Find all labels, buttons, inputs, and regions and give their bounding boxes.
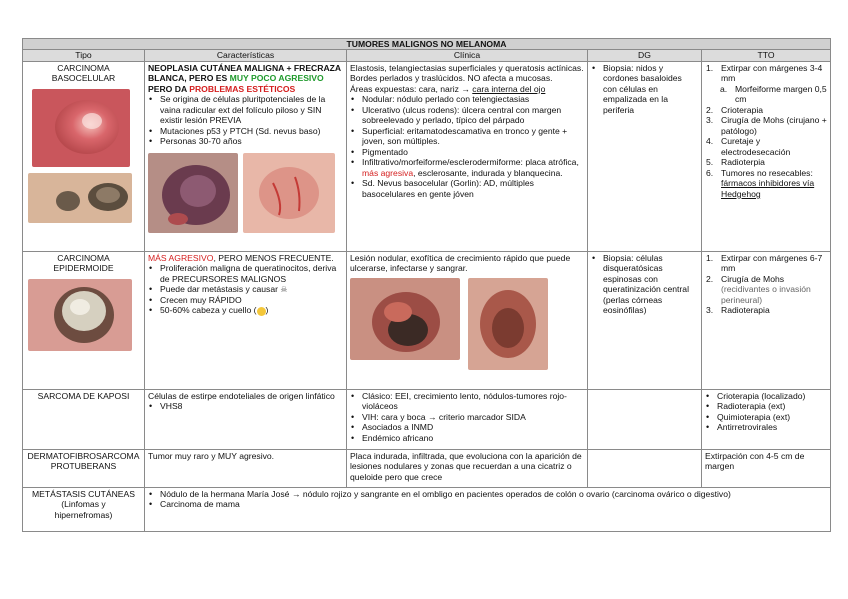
tipo-label: CARCINOMA <box>57 62 110 73</box>
list-item: 1. Extirpar con márgenes 6-7 mm <box>706 252 823 274</box>
bcc-intro <box>148 63 343 94</box>
kaposi-tto-list <box>705 391 827 433</box>
clinica-cell: Placa indurada, infiltrada, que evoluciona con la aparición de lesiones nodulares y zonas que recuerdan a una cicatriz o queloide pero que crece <box>347 449 588 487</box>
list-item: • Se origina de células pluritpotenciales de la vaina radicular ext del folículo piloso y SIN existir lesión PREVIA <box>160 94 343 125</box>
list-item: • Pigmentado <box>362 147 584 157</box>
list-item <box>721 84 827 105</box>
list-item: • Endémico africano <box>362 433 584 443</box>
bcc-car-list <box>148 94 343 146</box>
list-item: • Antirretrovirales <box>717 422 827 432</box>
tumors-table <box>22 38 831 532</box>
row-epidermoide <box>23 251 831 389</box>
bcc-intro-red: PROBLEMAS ESTÉTICOS <box>189 83 296 94</box>
tipo-cell <box>23 449 145 487</box>
list-item: • Crecen muy RÁPIDO <box>160 295 343 305</box>
metastasis-content-cell <box>145 487 831 531</box>
bcc-dg-list <box>591 63 698 115</box>
list-item: • Ulcerativo (ulcus rodens): úlcera central con margen sobreelevado y perlado, típico del párpado <box>362 105 584 126</box>
tipo-cell <box>23 487 145 531</box>
tipo-label: EPIDERMOIDE <box>53 263 114 274</box>
skull-icon: ☠ <box>280 285 288 295</box>
bcc-clinica-list <box>350 94 584 199</box>
item-note: (recidivantes o invasión perineural) <box>721 284 811 305</box>
scc-intro-red: MÁS AGRESIVO <box>148 252 214 263</box>
metastasis-list <box>148 489 827 510</box>
item-text: Tumores no resecables: <box>721 167 813 178</box>
bcc-clinica-p2 <box>350 84 584 94</box>
scc-tto-list <box>705 253 827 316</box>
bcc-intro-green: MUY POCO AGRESIVO <box>229 73 324 84</box>
tipo-label: hipernefromas) <box>54 509 113 520</box>
dg-cell <box>588 251 702 389</box>
scc-nodular-image <box>350 278 460 360</box>
list-item: • Clásico: EEI, crecimiento lento, nódulos-tumores rojo-violáceos <box>362 391 584 412</box>
item-text-underline: fármacos inhibidores vía Hedgehog <box>721 178 815 199</box>
row-metastasis <box>23 487 831 531</box>
list-item <box>362 157 584 178</box>
dg-cell <box>588 61 702 251</box>
bcc-infil-red: más agresiva <box>362 167 414 178</box>
list-item: • Crioterapia (localizado) <box>717 391 827 401</box>
list-item: • VIH: cara y boca → criterio marcador SIDA <box>362 412 584 422</box>
list-item <box>706 157 827 168</box>
item-text: Morfeiforme margen 0,5 cm <box>735 83 827 105</box>
bcc-lesion-image <box>32 89 130 167</box>
tipo-label: DERMATOFIBROSARCOMA <box>27 450 140 461</box>
list-item: 2. Cirugía de Mohs (recidivantes o invasión perineural) <box>706 273 811 305</box>
item-text: Curetaje y electrodesecación <box>721 136 791 157</box>
list-item: • Nodular: nódulo perlado con telengiectasias <box>362 94 584 104</box>
list-item: • Sd. Nevus basocelular (Gorlin): AD, múltiples basocelulares en gente jóven <box>362 178 584 199</box>
tto-cell <box>702 389 831 449</box>
item-text: Radioterpia <box>721 157 765 168</box>
bcc-tto-list <box>705 63 827 199</box>
row-kaposi <box>23 389 831 449</box>
list-item <box>160 284 343 294</box>
list-item <box>706 136 827 157</box>
caracteristicas-cell <box>145 389 347 449</box>
bcc-intro-text-2: PERO DA <box>148 83 190 94</box>
item-number: 1. <box>706 62 714 73</box>
list-item <box>706 104 827 115</box>
bcc-ulcerative-image <box>243 153 335 233</box>
bcc-infil-text-2: , esclerosante, indurada y blanquecina. <box>413 167 563 178</box>
list-item: • Superficial: eritamatodescamativa en tronco y gente + joven, son múltiples. <box>362 126 584 147</box>
item-text: Extirpar con márgenes 6-7 mm <box>721 252 823 274</box>
item-number: a. <box>720 83 728 94</box>
item-text: Puede dar metástasis y causar <box>160 284 278 295</box>
list-item: • Biopsia: células disqueratósicas espinosas con queratinización central (perlas córneas eosinófilas) <box>603 253 698 316</box>
tipo-cell <box>23 61 145 251</box>
item-number: 3. <box>706 115 714 126</box>
list-item: • Mutaciones p53 y PTCH (Sd. nevus baso) <box>160 126 343 136</box>
tipo-label: BASOCELULAR <box>51 73 116 84</box>
item-number: 4. <box>706 136 714 147</box>
scc-lesion-image <box>28 279 132 351</box>
scc-image-row <box>350 278 584 370</box>
tipo-label: PROTUBERANS <box>50 461 117 472</box>
tipo-label: METÁSTASIS CUTÁNEAS <box>32 488 135 499</box>
scc-ulcerated-image <box>468 278 548 370</box>
list-item: 3. Radioterapia <box>706 305 770 316</box>
dg-cell <box>588 449 702 487</box>
caracteristicas-cell: Tumor muy raro y MUY agresivo. <box>145 449 347 487</box>
clinica-cell <box>347 251 588 389</box>
bcc-intro-text: NEOPLASIA CUTÁNEA MALIGNA + FRECRAZA BLANCA, PERO ES <box>148 62 341 84</box>
header-dg: DG <box>588 50 702 61</box>
scc-dg-list <box>591 253 698 316</box>
clinica-cell <box>347 61 588 251</box>
header-row <box>23 50 831 61</box>
list-item: • Biopsia: nidos y cordones basaloides con células en empalizada en la periferia <box>603 63 698 115</box>
item-number: 2. <box>706 104 714 115</box>
tipo-cell: SARCOMA DE KAPOSI <box>23 389 145 449</box>
scc-clinica: Lesión nodular, exofítica de crecimiento rápido que puede ulcerarse, infectarse y sangrar. <box>350 252 571 274</box>
list-item <box>706 62 827 84</box>
tto-cell: Extirpación con 4-5 cm de margen <box>702 449 831 487</box>
list-item <box>706 115 827 136</box>
bcc-nodular-image <box>148 153 238 233</box>
table-title: TUMORES MALIGNOS NO MELANOMA <box>23 39 831 50</box>
bcc-pigmented-image <box>28 173 132 223</box>
dg-cell <box>588 389 702 449</box>
list-item: • Personas 30-70 años <box>160 136 343 146</box>
item-number: 5. <box>706 157 714 168</box>
scc-intro <box>148 253 343 263</box>
item-text: 50-60% cabeza y cuello ( <box>160 305 257 316</box>
list-item: 6. Tumores no resecables: fármacos inhibidores vía Hedgehog <box>706 167 815 199</box>
item-text: Radioterapia <box>721 305 770 316</box>
tipo-cell <box>23 251 145 389</box>
kaposi-clinica-list <box>350 391 584 443</box>
kaposi-car-list <box>148 401 343 411</box>
clinica-cell <box>347 389 588 449</box>
list-item: • VHS8 <box>160 401 343 411</box>
caracteristicas-cell <box>145 61 347 251</box>
header-clinica: Clínica <box>347 50 588 61</box>
list-item: • Asociados a INMD <box>362 422 584 432</box>
row-dfsp <box>23 449 831 487</box>
header-tto: TTO <box>702 50 831 61</box>
item-text: Cirugía de Mohs <box>721 273 785 284</box>
caracteristicas-cell <box>145 251 347 389</box>
kaposi-car: Células de estirpe endoteliales de origen linfático <box>148 390 335 401</box>
tto-cell <box>702 251 831 389</box>
bcc-infil-text: Infiltrativo/morfeiforme/esclerodermiforme: placa atrófica, <box>362 157 579 168</box>
bcc-clinica-p1: Elastosis, telangiectasias superficiales y queratosis actínicas. Bordes perlados y traslúcidos. NO afecta a mucosas. <box>350 62 584 84</box>
tipo-label: (Linfomas y <box>61 499 106 510</box>
tto-cell <box>702 61 831 251</box>
list-item: • Carcinoma de mama <box>160 499 827 509</box>
list-item: • Nódulo de la hermana María José → nódulo rojizo y sangrante en el ombligo en pacientes operados de colón o ovario (carcinoma ovárico o digestivo) <box>160 489 827 499</box>
header-tipo: Tipo <box>23 50 145 61</box>
list-item: • Quimioterapia (ext) <box>717 412 827 422</box>
header-caracteristicas: Características <box>145 50 347 61</box>
bcc-image-row <box>148 153 343 233</box>
list-item: • 50-60% cabeza y cuello ( ) <box>160 305 343 315</box>
list-item: • Proliferación maligna de queratinocitos, deriva de PRECURSORES MALIGNOS <box>160 263 343 284</box>
tipo-label: CARCINOMA <box>57 252 110 263</box>
item-text: Cirugía de Mohs (cirujano + patólogo) <box>721 115 827 136</box>
sun-emoji-icon <box>257 307 266 316</box>
scc-car-list <box>148 263 343 315</box>
row-basocelular <box>23 61 831 251</box>
item-text: Crioterapia <box>721 104 764 115</box>
scc-intro-text: , PERO MENOS FRECUENTE. <box>213 252 334 263</box>
bcc-areas-underline: cara interna del ojo <box>472 83 546 94</box>
list-item: • Radioterapia (ext) <box>717 401 827 411</box>
bcc-areas-text: Áreas expuestas: cara, nariz → <box>350 83 473 94</box>
item-text: Extirpar con márgenes 3-4 mm <box>721 62 823 84</box>
